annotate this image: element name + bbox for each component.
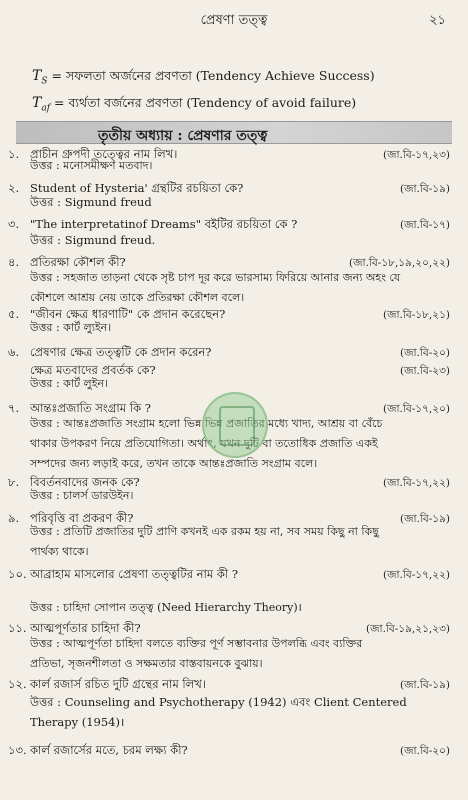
question-number: ১২.	[8, 677, 27, 691]
formula-symbol: T	[32, 95, 42, 111]
question-text: প্রাচীন গ্রুপদী তত্ত্বের নাম লিখ।	[30, 147, 178, 161]
question-number: ৪.	[8, 255, 20, 269]
question-text: প্রতিরক্ষা কৌশল কী?	[30, 255, 126, 269]
question-number: ৭.	[8, 401, 20, 415]
answer-line: উত্তর : Sigmund freud	[30, 195, 152, 209]
answer-line: উত্তর : আত্মপূর্ণতা চাহিদা বলতে ব্যক্তির পূর্ণ সম্ভাবনার উপলব্ধি এবং ব্যক্তির	[30, 637, 363, 650]
formula-symbol: T	[32, 68, 42, 84]
answer-line: সম্পদের জন্য লড়াই করে, তখন তাকে আন্তঃপ্রজাতি সংগ্রাম বলে।	[30, 457, 318, 470]
question-reference: (জা.বি-১৯)	[400, 679, 450, 691]
answer-line: উত্তর : Counseling and Psychotherapy (1942) এবং Client Centered	[30, 695, 407, 709]
answer-12	[30, 692, 450, 732]
question-text: Student of Hysteria' গ্রন্থটির রচয়িতা কে?	[30, 181, 244, 195]
answer-4	[30, 268, 450, 308]
formula-text: = সফলতা অর্জনের প্রবণতা (Tendency Achieve Success)	[51, 68, 375, 83]
question-number: ৮.	[8, 475, 20, 489]
question-text: "The interpretatinof Dreams" বইটির রচয়িতা কে ?	[30, 217, 298, 231]
formula-ts	[32, 68, 375, 88]
question-reference: (জা.বি-২০)	[399, 347, 450, 359]
question-reference: (জা.বি-১৯,২১,২৩)	[366, 623, 450, 635]
question-reference: (জা.বি-১৯)	[400, 183, 450, 195]
question-number: ৯.	[8, 511, 20, 525]
formula-text: = ব্যর্থতা বর্জনের প্রবণতা (Tendency of avoid failure)	[54, 95, 357, 110]
answer-line: উত্তর : চালর্স ডারউইন।	[30, 489, 134, 502]
answer-9	[30, 522, 450, 562]
answer-6	[30, 374, 450, 394]
answer-line: প্রতিভা, সৃজনশীলতা ও সক্ষমতার বাস্তবায়নকে বুঝায়।	[30, 657, 263, 670]
answer-line: উত্তর : কার্ট ল্যুইন।	[30, 321, 112, 334]
running-title: প্রেষণা তত্ত্ব	[200, 13, 268, 28]
answer-line: উত্তর : মনোসমীক্ষণ মতবাদ।	[30, 159, 153, 172]
question-reference: (জা.বি-১৮,১৯,২০,২২)	[349, 257, 450, 269]
question-reference: (জা.বি-১৮,২১)	[383, 309, 450, 321]
question-reference: (জা.বি-২৩)	[399, 365, 450, 377]
formula-subscript: af	[41, 103, 51, 114]
question-text: আত্মপূর্ণতার চাহিদা কী?	[30, 621, 141, 635]
answer-3	[30, 230, 450, 250]
answer-5	[30, 318, 450, 338]
answer-line: Therapy (1954)।	[30, 715, 125, 729]
question-text: কার্ল রজার্স রচিত দুটি গ্রন্থের নাম লিখ।	[30, 677, 206, 691]
question-reference: (জা.বি-২০)	[399, 745, 450, 757]
page-header	[0, 8, 468, 30]
answer-line: পার্থক্য থাকে।	[30, 545, 89, 558]
answer-10	[30, 598, 450, 618]
formula-taf	[32, 95, 356, 115]
question-text: পরিবৃত্তি বা প্রকরণ কী?	[30, 511, 134, 525]
question-text: "জীবন ক্ষেত্র ধারণাটি" কে প্রদান করেছেন?	[30, 307, 226, 321]
chapter-heading-band	[16, 121, 452, 144]
question-reference: (জা.বি-১৯)	[400, 513, 450, 525]
question-text: বিবর্তনবাদের জনক কে?	[30, 475, 140, 489]
question-text: কার্ল রজার্সের মতে, চরম লক্ষ্য কী?	[30, 743, 188, 757]
question-text: প্রেষণার ক্ষেত্র তত্ত্বটি কে প্রদান করেন?	[30, 345, 212, 359]
question-reference: (জা.বি-১৭)	[399, 219, 450, 231]
question-number: ১১.	[8, 621, 27, 635]
question-number: ১০.	[8, 567, 27, 581]
question-reference: (জা.বি-১৭,২২)	[383, 477, 450, 489]
question-number: ৬.	[8, 345, 20, 359]
answer-line: উত্তর : চাহিদা সোপান তত্ত্ব (Need Hierarchy Theory)।	[30, 601, 302, 614]
question-text: ক্ষেত্র মতবাদের প্রবর্তক কে?	[30, 363, 156, 377]
question-number: ৫.	[8, 307, 20, 321]
answer-8	[30, 486, 450, 506]
answer-line: উত্তর : কার্ট লুইন।	[30, 377, 108, 390]
question-reference: (জা.বি-১৭,২৩)	[383, 149, 450, 161]
answer-1	[30, 156, 450, 176]
answer-2	[30, 192, 450, 212]
question-reference: (জা.বি-১৭,২২)	[383, 569, 450, 581]
question-text: আন্তঃপ্রজাতি সংগ্রাম কি ?	[30, 401, 151, 415]
question-reference: (জা.বি-১৭,২০)	[383, 403, 450, 415]
answer-line: উত্তর : Sigmund freud.	[30, 233, 156, 247]
answer-line: কৌশলে আশ্রয় নেয় তাকে প্রতিরক্ষা কৌশল বলে।	[30, 291, 245, 304]
question-number: ২.	[8, 181, 20, 195]
page-number: ২১	[429, 13, 446, 28]
question-number: ৩.	[8, 217, 20, 231]
question-text: আব্রাহাম মাসলোর প্রেষণা তত্ত্বটির নাম কী ?	[30, 567, 239, 581]
question-number: ১.	[8, 147, 20, 161]
answer-line: থাকার উপকরণ নিয়ে প্রতিযোগিতা। অর্থাৎ, যখন দুটি বা ততোধিক প্রজাতি একই	[30, 437, 378, 450]
answer-line: উত্তর : সহজাত তাড়না থেকে সৃষ্ট চাপ দূর করে ভারসাম্য ফিরিয়ে আনার জন্য অহং যে	[30, 271, 401, 284]
formula-subscript: S	[41, 76, 48, 87]
chapter-title: তৃতীয় অধ্যায় : প্রেষণার তত্ত্ব	[98, 128, 268, 144]
answer-line: উত্তর : প্রতিটি প্রজাতির দুটি প্রাণি কখনই এক রকম হয় না, সব সময় কিছু না কিছু	[30, 525, 379, 538]
answer-11	[30, 634, 450, 674]
logo-watermark	[202, 392, 268, 458]
question-number: ১৩.	[8, 743, 27, 757]
answer-line: উত্তর : আন্তঃপ্রজাতি সংগ্রাম হলো ভিন্ন ভিন্ন প্রজাতির মধ্যে খাদ্য, আশ্রয় বা বেঁচে	[30, 417, 383, 430]
